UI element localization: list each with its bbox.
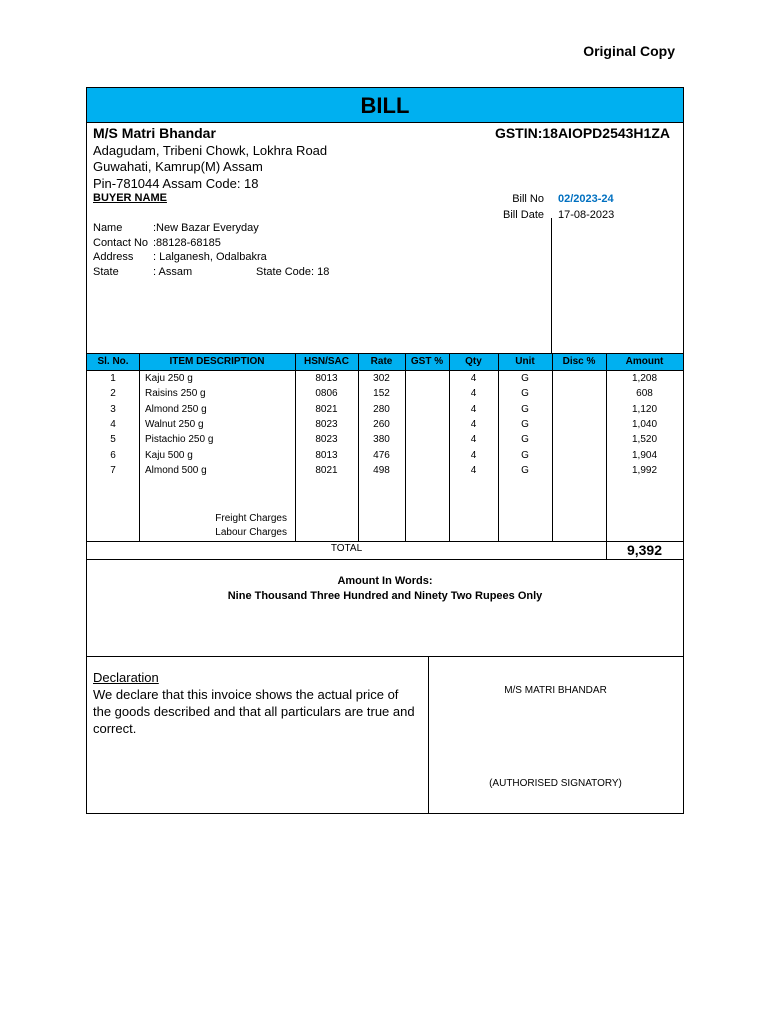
- cell-hsn: 8013: [315, 373, 338, 384]
- cell-disc: [552, 417, 606, 432]
- cell-rate: 380: [373, 434, 390, 446]
- total-row-bottom-border: [87, 559, 683, 560]
- buyer-heading: BUYER NAME: [93, 192, 167, 204]
- cell-amount: 1,904: [631, 449, 658, 461]
- cell-unit: G: [521, 403, 529, 415]
- seller-gstin: GSTIN:18AIOPD2543H1ZA: [494, 125, 670, 141]
- cell-desc: Almond 250 g: [145, 403, 207, 415]
- cell-disc: [552, 432, 606, 447]
- cell-amount: 608: [636, 388, 653, 400]
- cell-gst: [405, 448, 449, 463]
- buyer-state-label: State: [93, 266, 119, 278]
- freight-charges-label: Freight Charges: [215, 513, 287, 524]
- signatory-company: M/S MATRI BHANDAR: [504, 685, 607, 696]
- buyer-name-value: :New Bazar Everyday: [153, 222, 259, 234]
- cell-rate: 302: [373, 373, 390, 384]
- copy-label: Original Copy: [583, 43, 675, 59]
- col-header-unit: Unit: [515, 356, 535, 367]
- cell-desc: Raisins 250 g: [145, 388, 206, 400]
- col-header-gst: GST %: [410, 356, 444, 367]
- cell-sl: 3: [110, 403, 116, 415]
- cell-disc: [552, 371, 606, 386]
- cell-unit: G: [521, 418, 529, 430]
- amount-words-text: Nine Thousand Three Hundred and Ninety Two Rupees Only: [227, 590, 543, 602]
- declaration-line3: correct.: [93, 721, 137, 736]
- col-header-rate: Rate: [370, 356, 393, 367]
- cell-hsn: 8021: [315, 464, 338, 476]
- cell-desc: Pistachio 250 g: [145, 434, 214, 446]
- footer-top-border: [87, 656, 683, 657]
- buyer-contact-value: :88128-68185: [153, 237, 221, 249]
- amount-words-heading: Amount In Words:: [337, 575, 433, 587]
- cell-amount: 1,992: [631, 464, 658, 476]
- cell-gst: [405, 463, 449, 478]
- cell-hsn: 8023: [315, 434, 338, 446]
- cell-disc: [552, 402, 606, 417]
- cell-gst: [405, 417, 449, 432]
- cell-hsn: 0806: [315, 388, 338, 400]
- cell-qty: 4: [470, 388, 477, 400]
- declaration-heading: Declaration: [93, 670, 159, 685]
- buyer-state-code: State Code: 18: [256, 266, 330, 278]
- bill-title: BILL: [87, 88, 683, 123]
- declaration-line2: the goods described and that all particulars are true and: [93, 704, 415, 719]
- cell-qty: 4: [470, 403, 477, 415]
- seller-name: M/S Matri Bhandar: [93, 125, 216, 141]
- bill-no-label: Bill No: [512, 193, 544, 205]
- cell-disc: [552, 463, 606, 478]
- cell-sl: 1: [110, 373, 116, 384]
- signatory-label: (AUTHORISED SIGNATORY): [489, 778, 622, 789]
- cell-desc: Kaju 250 g: [145, 373, 193, 384]
- col-header-qty: Qty: [465, 356, 482, 367]
- cell-disc: [552, 448, 606, 463]
- cell-unit: G: [521, 434, 529, 446]
- seller-address-line3: Pin-781044 Assam Code: 18: [93, 176, 259, 191]
- cell-rate: 498: [373, 464, 390, 476]
- declaration-line1: We declare that this invoice shows the actual price of: [93, 687, 399, 702]
- cell-qty: 4: [470, 434, 477, 446]
- cell-sl: 7: [110, 464, 116, 476]
- cell-qty: 4: [470, 418, 477, 430]
- bill-no-value: 02/2023-24: [558, 193, 614, 205]
- bill-info-divider: [551, 218, 552, 353]
- cell-qty: 4: [470, 449, 477, 461]
- cell-sl: 2: [110, 388, 116, 400]
- total-label: TOTAL: [330, 543, 363, 554]
- seller-address-line1: Adagudam, Tribeni Chowk, Lokhra Road: [93, 143, 328, 158]
- cell-desc: Walnut 250 g: [145, 418, 204, 430]
- cell-sl: 5: [110, 434, 116, 446]
- col-header-amount: Amount: [625, 356, 664, 367]
- cell-unit: G: [521, 449, 529, 461]
- cell-amount: 1,120: [631, 403, 658, 415]
- col-header-description: ITEM DESCRIPTION: [169, 356, 265, 367]
- cell-unit: G: [521, 388, 529, 400]
- col-header-disc: Disc %: [562, 356, 596, 367]
- buyer-name-label: Name: [93, 222, 123, 234]
- items-table-header: [87, 353, 683, 371]
- total-row-top-border: [87, 541, 683, 542]
- cell-rate: 476: [373, 449, 390, 461]
- col-divider: [139, 353, 140, 541]
- cell-rate: 280: [373, 403, 390, 415]
- buyer-contact-label: Contact No: [93, 237, 149, 249]
- cell-sl: 4: [110, 418, 116, 430]
- buyer-address-value: : Lalganesh, Odalbakra: [153, 251, 267, 263]
- cell-gst: [405, 402, 449, 417]
- seller-address-line2: Guwahati, Kamrup(M) Assam: [93, 159, 263, 174]
- cell-gst: [405, 432, 449, 447]
- col-header-hsn: HSN/SAC: [303, 356, 349, 367]
- bill-date-value: 17-08-2023: [558, 209, 615, 221]
- col-header-sl: Sl. No.: [97, 356, 129, 367]
- cell-qty: 4: [470, 464, 477, 476]
- total-value: 9,392: [626, 542, 663, 558]
- cell-rate: 152: [373, 388, 390, 400]
- cell-sl: 6: [110, 449, 116, 461]
- cell-hsn: 8023: [315, 418, 338, 430]
- bill-date-label: Bill Date: [503, 209, 544, 221]
- cell-qty: 4: [470, 373, 477, 384]
- cell-unit: G: [521, 464, 529, 476]
- cell-rate: 260: [373, 418, 390, 430]
- cell-disc: [552, 386, 606, 401]
- cell-hsn: 8021: [315, 403, 338, 415]
- cell-hsn: 8013: [315, 449, 338, 461]
- cell-amount: 1,040: [631, 418, 658, 430]
- footer-divider: [428, 656, 429, 814]
- cell-gst: [405, 386, 449, 401]
- labour-charges-label: Labour Charges: [215, 527, 287, 538]
- buyer-state-value: : Assam: [153, 266, 193, 278]
- cell-amount: 1,208: [631, 373, 658, 384]
- cell-gst: [405, 371, 449, 386]
- cell-desc: Kaju 500 g: [145, 449, 193, 461]
- cell-desc: Almond 500 g: [145, 464, 207, 476]
- cell-amount: 1,520: [631, 434, 658, 446]
- buyer-address-label: Address: [93, 251, 134, 263]
- bill-document: [86, 87, 684, 814]
- cell-unit: G: [521, 373, 529, 384]
